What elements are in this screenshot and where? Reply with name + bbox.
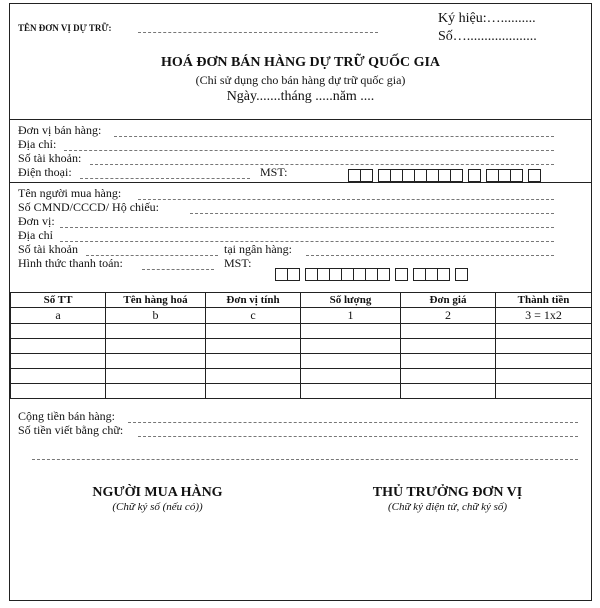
invoice-subtitle: (Chỉ sử dụng cho bán hàng dự trữ quốc gia) <box>195 73 406 87</box>
seller-tax-boxes[interactable] <box>348 169 540 182</box>
dotted-line <box>60 227 554 228</box>
seller-address-label: Địa chỉ: <box>18 137 57 151</box>
buyer-account-label: Số tài khoản <box>18 242 78 256</box>
head-signature-note: (Chữ ký điện tử, chữ ký số) <box>387 501 508 513</box>
buyer-tax-label: MST: <box>224 256 252 270</box>
buyer-bank-label: tại ngân hàng: <box>224 242 292 256</box>
divider <box>10 119 591 120</box>
buyer-signature-title: NGƯỜI MUA HÀNG <box>92 485 223 500</box>
col-header: Thành tiền <box>496 293 592 308</box>
unit-name-label: TÊN ĐƠN VỊ DỰ TRỮ: <box>18 23 112 33</box>
seller-account-label: Số tài khoản: <box>18 151 82 165</box>
table-cell: 2 <box>401 308 496 324</box>
amount-words-label: Số tiền viết bằng chữ: <box>18 423 124 437</box>
col-header: Tên hàng hoá <box>106 293 206 308</box>
dotted-line <box>32 459 578 460</box>
buyer-name-label: Tên người mua hàng: <box>18 186 122 200</box>
table-cell: 1 <box>301 308 401 324</box>
buyer-signature-note: (Chữ ký số (nếu có)) <box>112 501 203 513</box>
items-table <box>10 292 592 399</box>
dotted-line <box>138 436 578 437</box>
seller-phone-label: Điện thoại: <box>18 165 72 179</box>
dotted-line <box>60 241 554 242</box>
buyer-tax-boxes[interactable] <box>275 268 467 281</box>
table-cell: c <box>206 308 301 324</box>
seller-tax-label: MST: <box>260 165 288 179</box>
invoice-date: Ngày.......tháng .....năm .... <box>226 89 375 104</box>
dotted-line <box>190 213 554 214</box>
col-header: Số TT <box>11 293 106 308</box>
divider <box>10 182 591 183</box>
invoice-form <box>9 3 592 601</box>
dotted-line <box>142 269 214 270</box>
buyer-unit-label: Đơn vị: <box>18 214 55 228</box>
col-header: Đơn giá <box>401 293 496 308</box>
table-row[interactable] <box>11 384 592 399</box>
table-cell: b <box>106 308 206 324</box>
table-code-row <box>11 308 592 324</box>
buyer-address-label: Địa chỉ <box>18 228 53 242</box>
table-row[interactable] <box>11 324 592 339</box>
symbol-label: Ký hiệu:….......... <box>438 11 536 26</box>
total-label: Cộng tiền bán hàng: <box>18 409 115 423</box>
payment-method-label: Hình thức thanh toán: <box>18 256 123 270</box>
table-row[interactable] <box>11 354 592 369</box>
head-signature-block <box>340 485 555 513</box>
dotted-line <box>80 178 250 179</box>
head-signature-title: THỦ TRƯỞNG ĐƠN VỊ <box>372 485 523 500</box>
table-cell: 3 = 1x2 <box>496 308 592 324</box>
buyer-id-label: Số CMND/CCCD/ Hộ chiếu: <box>18 200 160 214</box>
dotted-line <box>114 136 554 137</box>
table-cell: a <box>11 308 106 324</box>
dotted-line <box>128 422 578 423</box>
dotted-line <box>138 32 378 33</box>
dotted-line <box>138 199 554 200</box>
dotted-line <box>306 255 554 256</box>
number-label: Số….................... <box>438 29 537 44</box>
dotted-line <box>90 164 554 165</box>
table-row[interactable] <box>11 369 592 384</box>
table-header-row <box>11 293 592 308</box>
buyer-signature-block <box>50 485 265 513</box>
col-header: Số lượng <box>301 293 401 308</box>
col-header: Đơn vị tính <box>206 293 301 308</box>
seller-unit-label: Đơn vị bán hàng: <box>18 123 102 137</box>
invoice-title: HOÁ ĐƠN BÁN HÀNG DỰ TRỮ QUỐC GIA <box>160 55 441 70</box>
table-row[interactable] <box>11 339 592 354</box>
dotted-line <box>64 150 554 151</box>
